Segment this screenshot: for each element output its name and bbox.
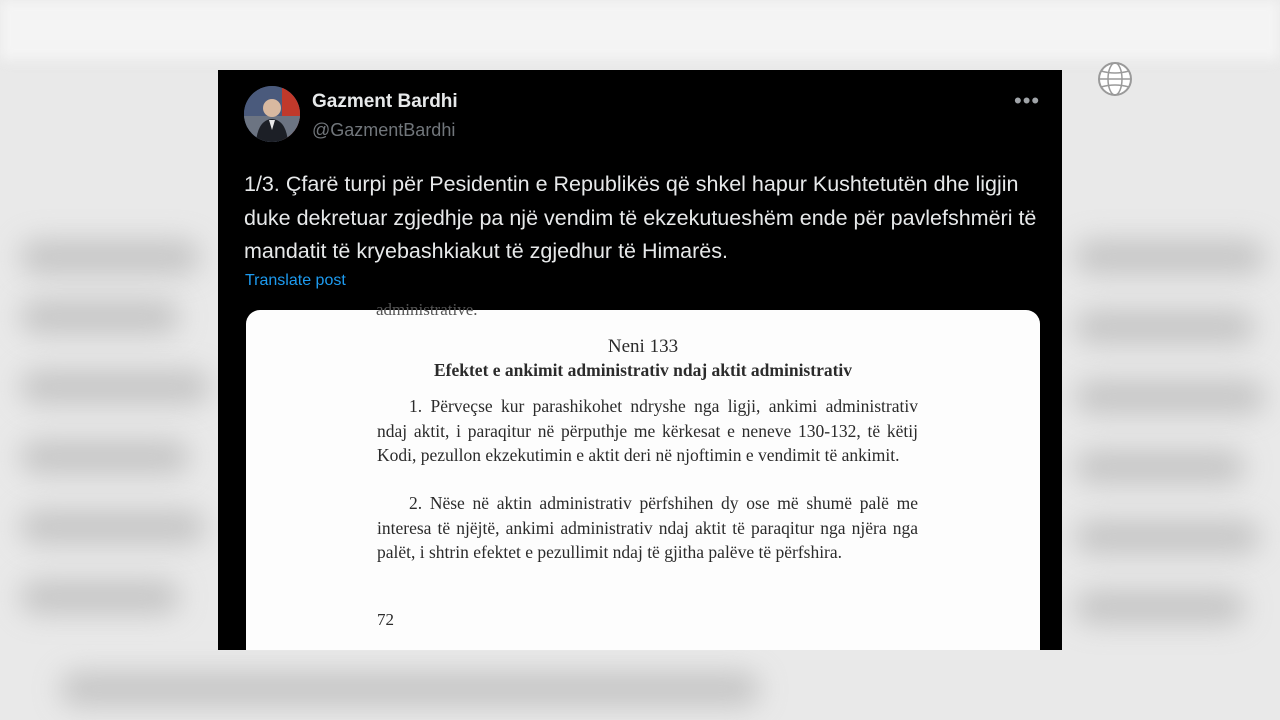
- page-number: 72: [377, 610, 394, 629]
- document-paragraph-2: 2. Nëse në aktin administrativ përfshihen dy ose më shumë palë me interesa të njëjtë, ankimi administrativ ndaj aktit të paraqitur nga njëra nga palët, i shtrin efektet e pezullimit ndaj të gjitha palëve të përfshira.: [377, 493, 918, 562]
- document-heading: Neni 133: [607, 336, 679, 357]
- translate-post-link[interactable]: Translate post: [245, 272, 346, 289]
- document-paragraph-1: 1. Përveçse kur parashikohet ndryshe nga ligji, ankimi administrativ ndaj aktit, i paraqitur në përputhje me kërkesat e neneve 130-132, të këtij Kodi, pezullon ekzekutimin e aktit deri në njoftimin e vendimit të ankimit.: [377, 396, 918, 465]
- more-options-icon[interactable]: •••: [1014, 88, 1041, 113]
- document-cut-text: administrative.: [376, 300, 478, 319]
- author-handle[interactable]: @GazmentBardhi: [312, 120, 456, 140]
- globe-icon: [1092, 62, 1138, 96]
- tweet-card: [218, 70, 1062, 650]
- tweet-text: 1/3. Çfarë turpi për Pesidentin e Republikës që shkel hapur Kushtetutën dhe ligjin duke dekretuar zgjedhje pa një vendim të ekzekutueshëm ende për pavlefshmëri të mandatit të kryebashkiakut të zgjedhur të Himarës.: [244, 172, 1037, 263]
- document-subheading: Efektet e ankimit administrativ ndaj aktit administrativ: [433, 360, 853, 380]
- avatar[interactable]: [244, 86, 300, 142]
- author-name[interactable]: Gazment Bardhi: [312, 91, 458, 112]
- attached-document-image[interactable]: [246, 300, 1040, 650]
